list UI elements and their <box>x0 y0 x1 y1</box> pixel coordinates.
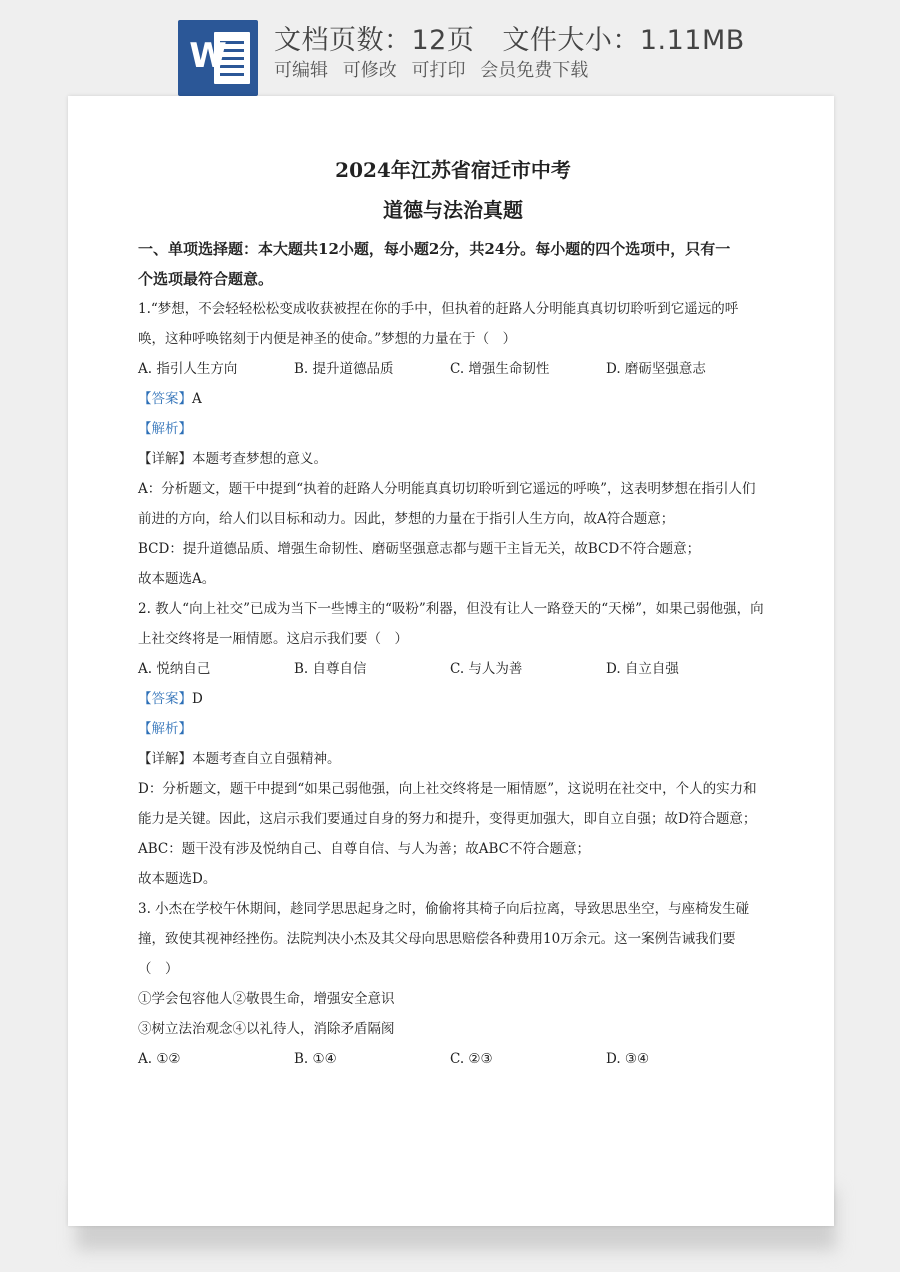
question-2-detail: 故本题选D。 <box>138 871 217 887</box>
question-2-detail: D：分析题文，题干中提到“如果己弱他强，向上社交终将是一厢情愿”，这说明在社交中，个人的实力和 <box>138 781 757 797</box>
answer-value: A <box>192 391 202 407</box>
document-page <box>68 96 834 1226</box>
option-a: A. ①② <box>138 1051 181 1067</box>
option-c: C. 增强生命韧性 <box>450 361 550 377</box>
question-2-options <box>138 654 768 684</box>
question-2-detail: ABC：题干没有涉及悦纳自己、自尊自信、与人为善；故ABC不符合题意； <box>138 841 590 857</box>
question-3-stem: （ ） <box>138 961 179 977</box>
question-3-stem: ①学会包容他人②敬畏生命，增强安全意识 <box>138 991 395 1007</box>
analysis-tag: 【解析】 <box>138 721 192 737</box>
answer-tag: 【答案】 <box>138 691 192 707</box>
question-3-stem: ③树立法治观念④以礼待人，消除矛盾隔阂 <box>138 1021 395 1037</box>
question-3-stem: 3. 小杰在学校午休期间，趁同学思思起身之时，偷偷将其椅子向后拉离，导致思思坐空，与座椅发生碰 <box>138 901 750 917</box>
section-header: 一、单项选择题：本大题共12小题，每小题2分，共24分。每小题的四个选项中，只有一 <box>138 240 731 258</box>
question-1-detail: BCD：提升道德品质、增强生命韧性、磨砺坚强意志都与题干主旨无关，故BCD不符合题意； <box>138 541 701 557</box>
word-letter: W <box>189 36 227 76</box>
option-d: D. 自立自强 <box>606 661 679 677</box>
feature-member-download: 会员免费下载 <box>480 60 589 81</box>
question-3-options <box>138 1044 768 1074</box>
page-count-label: 文档页数：12页 <box>274 25 475 56</box>
question-1-answer <box>138 384 768 414</box>
file-size-label: 文件大小：1.11MB <box>502 25 745 56</box>
doc-title-line2: 道德与法治真题 <box>383 198 523 222</box>
question-1-detail: 故本题选A。 <box>138 571 216 587</box>
option-a: A. 指引人生方向 <box>138 361 238 377</box>
option-c: C. ②③ <box>450 1051 493 1067</box>
feature-list <box>274 56 597 82</box>
analysis-tag: 【解析】 <box>138 421 192 437</box>
question-1-detail: 【详解】本题考查梦想的意义。 <box>138 451 327 467</box>
download-banner <box>0 0 900 100</box>
word-document-icon <box>178 20 258 96</box>
feature-printable: 可打印 <box>411 60 466 81</box>
document-content <box>138 158 768 1074</box>
question-3-stem: 撞，致使其视神经挫伤。法院判决小杰及其父母向思思赔偿各种费用10万余元。这一案例告诫我们要 <box>138 931 736 947</box>
answer-value: D <box>192 691 203 707</box>
option-d: D. ③④ <box>606 1051 650 1067</box>
feature-editable: 可编辑 <box>274 60 328 81</box>
feature-modifiable: 可修改 <box>342 60 397 81</box>
option-c: C. 与人为善 <box>450 661 523 677</box>
question-1-detail: 前进的方向，给人们以目标和动力。因此，梦想的力量在于指引人生方向，故A符合题意； <box>138 511 675 527</box>
question-1-stem: 唤，这种呼唤铭刻于内便是神圣的使命。”梦想的力量在于（ ） <box>138 331 517 347</box>
question-1-options <box>138 354 768 384</box>
question-2-detail: 能力是关键。因此，这启示我们要通过自身的努力和提升，变得更加强大，即自立自强；故D符合题意； <box>138 811 757 827</box>
option-b: B. 自尊自信 <box>294 661 367 677</box>
question-1-stem: 1.“梦想，不会轻轻松松变成收获被捏在你的手中，但执着的赶路人分明能真真切切聆听到它遥远的呼 <box>138 301 739 317</box>
section-header: 个选项最符合题意。 <box>138 270 274 288</box>
question-2-detail: 【详解】本题考查自立自强精神。 <box>138 751 341 767</box>
option-b: B. 提升道德品质 <box>294 361 394 377</box>
option-b: B. ①④ <box>294 1051 337 1067</box>
question-2-answer <box>138 684 768 714</box>
option-d: D. 磨砺坚强意志 <box>606 361 706 377</box>
file-info <box>274 18 745 57</box>
answer-tag: 【答案】 <box>138 391 192 407</box>
doc-title-line1: 2024年江苏省宿迁市中考 <box>335 158 571 182</box>
question-1-detail: A：分析题文，题干中提到“执着的赶路人分明能真真切切聆听到它遥远的呼唤”，这表明梦想在指引人们 <box>138 481 756 497</box>
question-2-stem: 2. 教人“向上社交”已成为当下一些博主的“吸粉”利器，但没有让人一路登天的“天梯”，如果己弱他强，向 <box>138 601 764 617</box>
question-2-stem: 上社交终将是一厢情愿。这启示我们要（ ） <box>138 631 408 647</box>
option-a: A. 悦纳自己 <box>138 661 211 677</box>
